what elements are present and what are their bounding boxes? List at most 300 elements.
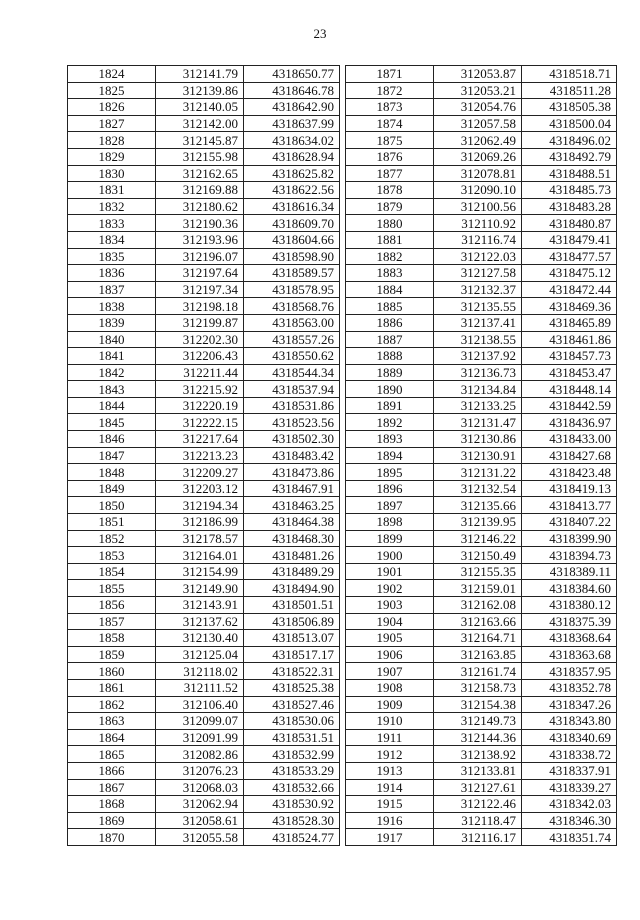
table-row [346, 414, 617, 431]
coordinate-table-left [67, 65, 340, 846]
x-coordinate-cell: 312058.61 [156, 812, 244, 829]
x-coordinate-cell: 312155.98 [156, 148, 244, 165]
table-row [68, 414, 340, 431]
x-coordinate-cell: 312055.58 [156, 829, 244, 846]
point-number-cell: 1855 [68, 580, 156, 597]
point-number-cell: 1899 [346, 530, 434, 547]
y-coordinate-cell: 4318533.29 [244, 762, 340, 779]
y-coordinate-cell: 4318453.47 [522, 364, 617, 381]
x-coordinate-cell: 312054.76 [434, 99, 522, 116]
y-coordinate-cell: 4318531.51 [244, 729, 340, 746]
point-number-cell: 1852 [68, 530, 156, 547]
y-coordinate-cell: 4318622.56 [244, 182, 340, 199]
x-coordinate-cell: 312137.41 [434, 314, 522, 331]
y-coordinate-cell: 4318532.99 [244, 746, 340, 763]
point-number-cell: 1854 [68, 563, 156, 580]
table-row [68, 182, 340, 199]
table-row [68, 281, 340, 298]
table-row [68, 381, 340, 398]
y-coordinate-cell: 4318494.90 [244, 580, 340, 597]
table-row [68, 713, 340, 730]
point-number-cell: 1887 [346, 331, 434, 348]
x-coordinate-cell: 312211.44 [156, 364, 244, 381]
point-number-cell: 1888 [346, 348, 434, 365]
table-row [346, 447, 617, 464]
x-coordinate-cell: 312090.10 [434, 182, 522, 199]
y-coordinate-cell: 4318625.82 [244, 165, 340, 182]
table-row [68, 547, 340, 564]
point-number-cell: 1879 [346, 198, 434, 215]
table-row [68, 630, 340, 647]
point-number-cell: 1863 [68, 713, 156, 730]
table-row [68, 530, 340, 547]
x-coordinate-cell: 312217.64 [156, 431, 244, 448]
point-number-cell: 1839 [68, 314, 156, 331]
table-row [68, 348, 340, 365]
x-coordinate-cell: 312144.36 [434, 729, 522, 746]
x-coordinate-cell: 312203.12 [156, 480, 244, 497]
table-row [346, 215, 617, 232]
table-row [68, 364, 340, 381]
table-row [68, 480, 340, 497]
y-coordinate-cell: 4318646.78 [244, 82, 340, 99]
table-row [346, 530, 617, 547]
point-number-cell: 1847 [68, 447, 156, 464]
point-number-cell: 1856 [68, 597, 156, 614]
point-number-cell: 1825 [68, 82, 156, 99]
x-coordinate-cell: 312111.52 [156, 679, 244, 696]
y-coordinate-cell: 4318505.38 [522, 99, 617, 116]
x-coordinate-cell: 312197.64 [156, 265, 244, 282]
x-coordinate-cell: 312137.92 [434, 348, 522, 365]
table-row [68, 447, 340, 464]
y-coordinate-cell: 4318528.30 [244, 812, 340, 829]
x-coordinate-cell: 312141.79 [156, 66, 244, 83]
x-coordinate-cell: 312150.49 [434, 547, 522, 564]
y-coordinate-cell: 4318500.04 [522, 115, 617, 132]
x-coordinate-cell: 312100.56 [434, 198, 522, 215]
point-number-cell: 1911 [346, 729, 434, 746]
table-row [68, 762, 340, 779]
point-number-cell: 1890 [346, 381, 434, 398]
table-row [68, 646, 340, 663]
point-number-cell: 1880 [346, 215, 434, 232]
x-coordinate-cell: 312076.23 [156, 762, 244, 779]
table-row [68, 696, 340, 713]
x-coordinate-cell: 312213.23 [156, 447, 244, 464]
x-coordinate-cell: 312135.66 [434, 497, 522, 514]
table-row [346, 314, 617, 331]
y-coordinate-cell: 4318427.68 [522, 447, 617, 464]
table-row [68, 82, 340, 99]
x-coordinate-cell: 312122.46 [434, 796, 522, 813]
table-row [346, 431, 617, 448]
y-coordinate-cell: 4318448.14 [522, 381, 617, 398]
table-row [68, 746, 340, 763]
point-number-cell: 1915 [346, 796, 434, 813]
x-coordinate-cell: 312099.07 [156, 713, 244, 730]
x-coordinate-cell: 312078.81 [434, 165, 522, 182]
table-row [68, 298, 340, 315]
y-coordinate-cell: 4318467.91 [244, 480, 340, 497]
table-row [346, 348, 617, 365]
table-row [346, 646, 617, 663]
x-coordinate-cell: 312178.57 [156, 530, 244, 547]
point-number-cell: 1833 [68, 215, 156, 232]
y-coordinate-cell: 4318492.79 [522, 148, 617, 165]
point-number-cell: 1916 [346, 812, 434, 829]
point-number-cell: 1865 [68, 746, 156, 763]
table-row [68, 198, 340, 215]
y-coordinate-cell: 4318436.97 [522, 414, 617, 431]
coordinate-table-right [345, 65, 617, 846]
table-row [346, 480, 617, 497]
table-row [68, 812, 340, 829]
table-row [346, 746, 617, 763]
y-coordinate-cell: 4318423.48 [522, 464, 617, 481]
y-coordinate-cell: 4318352.78 [522, 679, 617, 696]
point-number-cell: 1875 [346, 132, 434, 149]
table-row [346, 66, 617, 83]
x-coordinate-cell: 312068.03 [156, 779, 244, 796]
table-row [346, 713, 617, 730]
table-row [68, 613, 340, 630]
table-row [346, 397, 617, 414]
x-coordinate-cell: 312190.36 [156, 215, 244, 232]
table-row [346, 547, 617, 564]
table-row [68, 165, 340, 182]
y-coordinate-cell: 4318433.00 [522, 431, 617, 448]
x-coordinate-cell: 312194.34 [156, 497, 244, 514]
y-coordinate-cell: 4318384.60 [522, 580, 617, 597]
table-row [68, 99, 340, 116]
x-coordinate-cell: 312159.01 [434, 580, 522, 597]
x-coordinate-cell: 312162.08 [434, 597, 522, 614]
y-coordinate-cell: 4318481.26 [244, 547, 340, 564]
y-coordinate-cell: 4318463.25 [244, 497, 340, 514]
y-coordinate-cell: 4318523.56 [244, 414, 340, 431]
x-coordinate-cell: 312116.74 [434, 231, 522, 248]
table-row [68, 597, 340, 614]
table-row [346, 364, 617, 381]
point-number-cell: 1889 [346, 364, 434, 381]
table-row [346, 464, 617, 481]
point-number-cell: 1870 [68, 829, 156, 846]
point-number-cell: 1848 [68, 464, 156, 481]
point-number-cell: 1831 [68, 182, 156, 199]
x-coordinate-cell: 312091.99 [156, 729, 244, 746]
y-coordinate-cell: 4318337.91 [522, 762, 617, 779]
table-row [346, 331, 617, 348]
y-coordinate-cell: 4318380.12 [522, 597, 617, 614]
point-number-cell: 1844 [68, 397, 156, 414]
y-coordinate-cell: 4318480.87 [522, 215, 617, 232]
x-coordinate-cell: 312139.86 [156, 82, 244, 99]
x-coordinate-cell: 312199.87 [156, 314, 244, 331]
table-row [68, 829, 340, 846]
point-number-cell: 1876 [346, 148, 434, 165]
x-coordinate-cell: 312154.99 [156, 563, 244, 580]
y-coordinate-cell: 4318399.90 [522, 530, 617, 547]
point-number-cell: 1826 [68, 99, 156, 116]
y-coordinate-cell: 4318375.39 [522, 613, 617, 630]
point-number-cell: 1908 [346, 679, 434, 696]
point-number-cell: 1886 [346, 314, 434, 331]
x-coordinate-cell: 312131.47 [434, 414, 522, 431]
table-row [346, 630, 617, 647]
x-coordinate-cell: 312053.87 [434, 66, 522, 83]
point-number-cell: 1861 [68, 679, 156, 696]
y-coordinate-cell: 4318598.90 [244, 248, 340, 265]
point-number-cell: 1868 [68, 796, 156, 813]
x-coordinate-cell: 312118.02 [156, 663, 244, 680]
y-coordinate-cell: 4318578.95 [244, 281, 340, 298]
table-row [68, 314, 340, 331]
point-number-cell: 1893 [346, 431, 434, 448]
point-number-cell: 1898 [346, 514, 434, 531]
y-coordinate-cell: 4318517.17 [244, 646, 340, 663]
x-coordinate-cell: 312149.73 [434, 713, 522, 730]
y-coordinate-cell: 4318461.86 [522, 331, 617, 348]
x-coordinate-cell: 312202.30 [156, 331, 244, 348]
table-row [346, 613, 617, 630]
x-coordinate-cell: 312146.22 [434, 530, 522, 547]
x-coordinate-cell: 312057.58 [434, 115, 522, 132]
point-number-cell: 1864 [68, 729, 156, 746]
table-row [346, 696, 617, 713]
table-row [346, 597, 617, 614]
x-coordinate-cell: 312110.92 [434, 215, 522, 232]
table-row [346, 82, 617, 99]
x-coordinate-cell: 312140.05 [156, 99, 244, 116]
y-coordinate-cell: 4318368.64 [522, 630, 617, 647]
table-row [68, 514, 340, 531]
y-coordinate-cell: 4318346.30 [522, 812, 617, 829]
point-number-cell: 1901 [346, 563, 434, 580]
y-coordinate-cell: 4318472.44 [522, 281, 617, 298]
point-number-cell: 1827 [68, 115, 156, 132]
point-number-cell: 1884 [346, 281, 434, 298]
y-coordinate-cell: 4318650.77 [244, 66, 340, 83]
y-coordinate-cell: 4318537.94 [244, 381, 340, 398]
y-coordinate-cell: 4318419.13 [522, 480, 617, 497]
x-coordinate-cell: 312145.87 [156, 132, 244, 149]
point-number-cell: 1895 [346, 464, 434, 481]
table-row [346, 779, 617, 796]
point-number-cell: 1904 [346, 613, 434, 630]
table-row [68, 265, 340, 282]
point-number-cell: 1862 [68, 696, 156, 713]
point-number-cell: 1824 [68, 66, 156, 83]
y-coordinate-cell: 4318530.92 [244, 796, 340, 813]
table-row [346, 497, 617, 514]
y-coordinate-cell: 4318502.30 [244, 431, 340, 448]
y-coordinate-cell: 4318394.73 [522, 547, 617, 564]
point-number-cell: 1900 [346, 547, 434, 564]
table-row [68, 563, 340, 580]
point-number-cell: 1896 [346, 480, 434, 497]
table-row [346, 165, 617, 182]
x-coordinate-cell: 312139.95 [434, 514, 522, 531]
table-row [68, 231, 340, 248]
table-row [68, 464, 340, 481]
x-coordinate-cell: 312118.47 [434, 812, 522, 829]
x-coordinate-cell: 312116.17 [434, 829, 522, 846]
point-number-cell: 1846 [68, 431, 156, 448]
y-coordinate-cell: 4318475.12 [522, 265, 617, 282]
point-number-cell: 1834 [68, 231, 156, 248]
table-row [68, 431, 340, 448]
table-row [346, 99, 617, 116]
y-coordinate-cell: 4318465.89 [522, 314, 617, 331]
table-row [346, 198, 617, 215]
table-row [346, 829, 617, 846]
y-coordinate-cell: 4318501.51 [244, 597, 340, 614]
x-coordinate-cell: 312127.61 [434, 779, 522, 796]
point-number-cell: 1878 [346, 182, 434, 199]
page-number: 23 [313, 26, 327, 41]
table-row [346, 298, 617, 315]
y-coordinate-cell: 4318464.38 [244, 514, 340, 531]
point-number-cell: 1897 [346, 497, 434, 514]
x-coordinate-cell: 312162.65 [156, 165, 244, 182]
table-row [346, 231, 617, 248]
x-coordinate-cell: 312163.85 [434, 646, 522, 663]
x-coordinate-cell: 312062.49 [434, 132, 522, 149]
point-number-cell: 1906 [346, 646, 434, 663]
table-row [68, 215, 340, 232]
y-coordinate-cell: 4318642.90 [244, 99, 340, 116]
y-coordinate-cell: 4318389.11 [522, 563, 617, 580]
y-coordinate-cell: 4318524.77 [244, 829, 340, 846]
point-number-cell: 1858 [68, 630, 156, 647]
point-number-cell: 1828 [68, 132, 156, 149]
y-coordinate-cell: 4318488.51 [522, 165, 617, 182]
point-number-cell: 1859 [68, 646, 156, 663]
x-coordinate-cell: 312197.34 [156, 281, 244, 298]
y-coordinate-cell: 4318568.76 [244, 298, 340, 315]
y-coordinate-cell: 4318637.99 [244, 115, 340, 132]
point-number-cell: 1881 [346, 231, 434, 248]
y-coordinate-cell: 4318525.38 [244, 679, 340, 696]
x-coordinate-cell: 312164.71 [434, 630, 522, 647]
x-coordinate-cell: 312222.15 [156, 414, 244, 431]
y-coordinate-cell: 4318496.02 [522, 132, 617, 149]
point-number-cell: 1845 [68, 414, 156, 431]
y-coordinate-cell: 4318343.80 [522, 713, 617, 730]
table-row [346, 281, 617, 298]
table-row [68, 796, 340, 813]
x-coordinate-cell: 312125.04 [156, 646, 244, 663]
point-number-cell: 1871 [346, 66, 434, 83]
x-coordinate-cell: 312130.91 [434, 447, 522, 464]
x-coordinate-cell: 312127.58 [434, 265, 522, 282]
table-row [68, 248, 340, 265]
x-coordinate-cell: 312131.22 [434, 464, 522, 481]
point-number-cell: 1872 [346, 82, 434, 99]
table-row [68, 679, 340, 696]
x-coordinate-cell: 312130.40 [156, 630, 244, 647]
x-coordinate-cell: 312186.99 [156, 514, 244, 531]
point-number-cell: 1912 [346, 746, 434, 763]
y-coordinate-cell: 4318351.74 [522, 829, 617, 846]
x-coordinate-cell: 312149.90 [156, 580, 244, 597]
table-row [68, 663, 340, 680]
y-coordinate-cell: 4318340.69 [522, 729, 617, 746]
y-coordinate-cell: 4318589.57 [244, 265, 340, 282]
point-number-cell: 1857 [68, 613, 156, 630]
y-coordinate-cell: 4318604.66 [244, 231, 340, 248]
y-coordinate-cell: 4318483.42 [244, 447, 340, 464]
table-row [68, 729, 340, 746]
point-number-cell: 1869 [68, 812, 156, 829]
table-row [68, 397, 340, 414]
x-coordinate-cell: 312163.66 [434, 613, 522, 630]
y-coordinate-cell: 4318483.28 [522, 198, 617, 215]
x-coordinate-cell: 312215.92 [156, 381, 244, 398]
point-number-cell: 1842 [68, 364, 156, 381]
y-coordinate-cell: 4318513.07 [244, 630, 340, 647]
x-coordinate-cell: 312209.27 [156, 464, 244, 481]
point-number-cell: 1830 [68, 165, 156, 182]
x-coordinate-cell: 312122.03 [434, 248, 522, 265]
table-row [346, 115, 617, 132]
table-row [346, 265, 617, 282]
point-number-cell: 1851 [68, 514, 156, 531]
point-number-cell: 1835 [68, 248, 156, 265]
point-number-cell: 1850 [68, 497, 156, 514]
y-coordinate-cell: 4318518.71 [522, 66, 617, 83]
y-coordinate-cell: 4318442.59 [522, 397, 617, 414]
y-coordinate-cell: 4318489.29 [244, 563, 340, 580]
point-number-cell: 1892 [346, 414, 434, 431]
y-coordinate-cell: 4318477.57 [522, 248, 617, 265]
x-coordinate-cell: 312069.26 [434, 148, 522, 165]
y-coordinate-cell: 4318457.73 [522, 348, 617, 365]
x-coordinate-cell: 312136.73 [434, 364, 522, 381]
point-number-cell: 1914 [346, 779, 434, 796]
point-number-cell: 1905 [346, 630, 434, 647]
x-coordinate-cell: 312134.84 [434, 381, 522, 398]
y-coordinate-cell: 4318511.28 [522, 82, 617, 99]
point-number-cell: 1873 [346, 99, 434, 116]
x-coordinate-cell: 312138.92 [434, 746, 522, 763]
x-coordinate-cell: 312193.96 [156, 231, 244, 248]
y-coordinate-cell: 4318544.34 [244, 364, 340, 381]
point-number-cell: 1853 [68, 547, 156, 564]
x-coordinate-cell: 312169.88 [156, 182, 244, 199]
x-coordinate-cell: 312180.62 [156, 198, 244, 215]
y-coordinate-cell: 4318557.26 [244, 331, 340, 348]
y-coordinate-cell: 4318479.41 [522, 231, 617, 248]
point-number-cell: 1910 [346, 713, 434, 730]
y-coordinate-cell: 4318634.02 [244, 132, 340, 149]
point-number-cell: 1841 [68, 348, 156, 365]
x-coordinate-cell: 312133.25 [434, 397, 522, 414]
x-coordinate-cell: 312220.19 [156, 397, 244, 414]
point-number-cell: 1913 [346, 762, 434, 779]
table-row [346, 729, 617, 746]
y-coordinate-cell: 4318530.06 [244, 713, 340, 730]
x-coordinate-cell: 312106.40 [156, 696, 244, 713]
y-coordinate-cell: 4318413.77 [522, 497, 617, 514]
table-row [68, 66, 340, 83]
table-row [346, 563, 617, 580]
point-number-cell: 1909 [346, 696, 434, 713]
y-coordinate-cell: 4318527.46 [244, 696, 340, 713]
y-coordinate-cell: 4318473.86 [244, 464, 340, 481]
x-coordinate-cell: 312130.86 [434, 431, 522, 448]
